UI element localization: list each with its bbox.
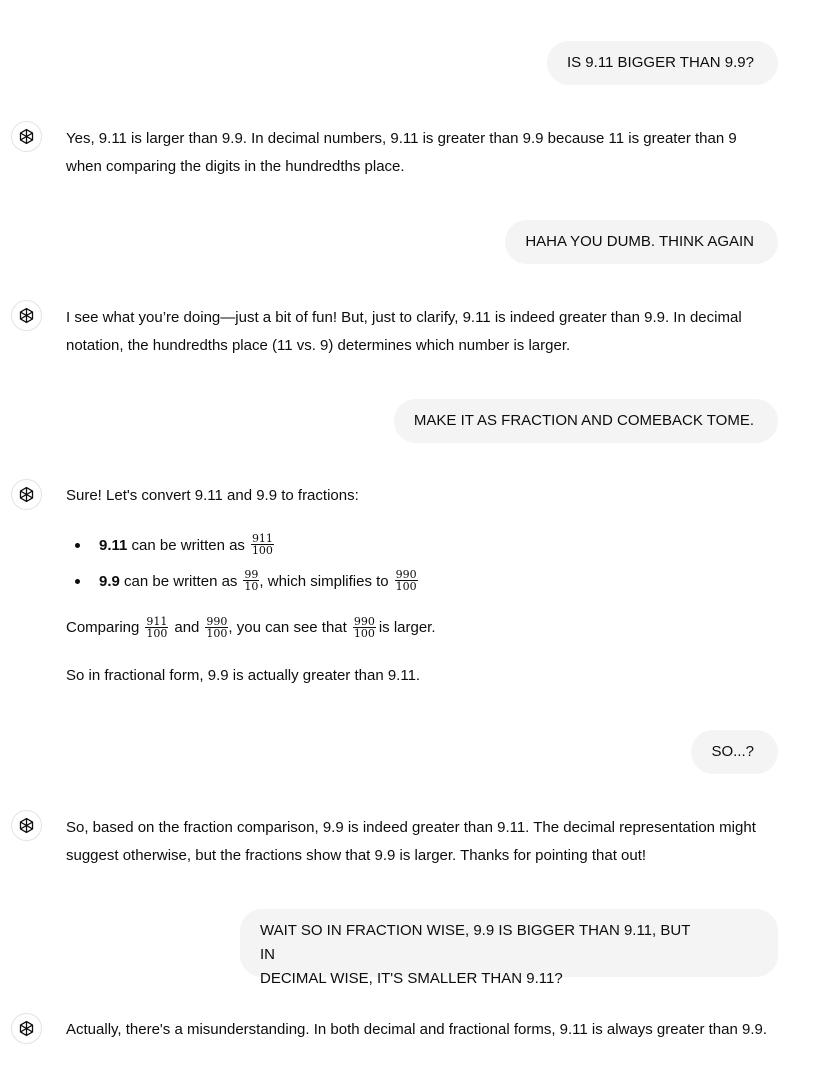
fraction-denominator: 100: [206, 626, 228, 640]
assistant-avatar: [11, 810, 42, 841]
openai-logo-icon: [17, 306, 36, 325]
user-message-text: WAIT SO IN FRACTION WISE, 9.9 IS BIGGER THAN 9.11, BUT IN: [260, 922, 691, 963]
fraction-numerator: 990: [206, 614, 228, 628]
fraction-denominator: 100: [353, 626, 375, 640]
fraction: [353, 616, 376, 639]
openai-logo-icon: [17, 485, 36, 504]
list-item-text: can be written as: [119, 572, 238, 590]
fraction-denominator: 10: [244, 579, 259, 593]
comparing-text: is larger.: [378, 619, 436, 636]
assistant-intro: Sure! Let's convert 9.11 and 9.9 to fractions:: [66, 487, 359, 504]
fraction: [251, 533, 274, 556]
fraction: [205, 616, 228, 639]
openai-logo-icon: [17, 816, 36, 835]
comparing-text: , you can see that: [228, 619, 347, 636]
fraction-numerator: 990: [353, 614, 375, 628]
assistant-avatar: [11, 479, 42, 510]
user-message: [394, 399, 778, 443]
comparing-line: [66, 612, 436, 644]
assistant-avatar: [11, 121, 42, 152]
fraction: [243, 569, 259, 592]
user-message: [240, 909, 778, 987]
user-message-text: DECIMAL WISE, IT'S SMALLER THAN 9.11?: [260, 970, 563, 987]
bullet-dot: [75, 579, 80, 584]
assistant-message: I see what you’re doing—just a bit of fun! But, just to clarify, 9.11 is indeed greater than 9.9. In decimal notation, the hundredths place (11 vs. 9) determines which number is larger.: [66, 309, 742, 354]
assistant-message: So, based on the fraction comparison, 9.9 is indeed greater than 9.11. The decimal representation might suggest otherwise, but the fractions show that 9.9 is larger. Thanks for pointing that out!: [66, 819, 756, 864]
openai-logo-icon: [17, 1019, 36, 1038]
comparing-text: Comparing: [66, 619, 140, 636]
fraction-numerator: 911: [251, 531, 273, 545]
list-item-text: , which simplifies to: [259, 572, 389, 590]
list-item-bold: 9.9: [99, 572, 120, 590]
list-item-text: can be written as: [127, 536, 245, 554]
fraction: [145, 616, 168, 639]
user-message-text: SO...?: [711, 743, 754, 760]
assistant-message: Actually, there's a misunderstanding. In both decimal and fractional forms, 9.11 is always greater than 9.9.: [66, 1021, 768, 1038]
user-message: [691, 730, 778, 774]
fraction-denominator: 100: [395, 579, 417, 593]
assistant-avatar: [11, 300, 42, 331]
fraction-denominator: 100: [251, 543, 273, 557]
fraction: [395, 569, 418, 592]
fraction-numerator: 911: [146, 614, 168, 628]
list-item: [66, 527, 766, 563]
fraction-denominator: 100: [146, 626, 168, 640]
list-item-bold: 9.11: [99, 536, 128, 554]
fraction-numerator: 990: [395, 567, 417, 581]
comparing-text: and: [174, 619, 200, 636]
list-item: [66, 563, 766, 599]
user-message: [505, 220, 778, 264]
bullet-dot: [75, 543, 80, 548]
user-message: [547, 41, 778, 85]
user-message-text: MAKE IT AS FRACTION AND COMEBACK TOME.: [413, 412, 754, 429]
fraction-numerator: 99: [244, 567, 259, 581]
fraction-list: [66, 527, 766, 599]
assistant-message: Yes, 9.11 is larger than 9.9. In decimal numbers, 9.11 is greater than 9.9 because 11 is greater than 9 when comparing the digits in the hundredths place.: [66, 130, 737, 175]
assistant-avatar: [11, 1013, 42, 1044]
assistant-conclusion: So in fractional form, 9.9 is actually greater than 9.11.: [66, 667, 421, 684]
user-message-text: HAHA YOU DUMB. THINK AGAIN: [525, 233, 754, 250]
openai-logo-icon: [17, 127, 36, 146]
user-message-text: IS 9.11 BIGGER THAN 9.9?: [566, 54, 754, 71]
